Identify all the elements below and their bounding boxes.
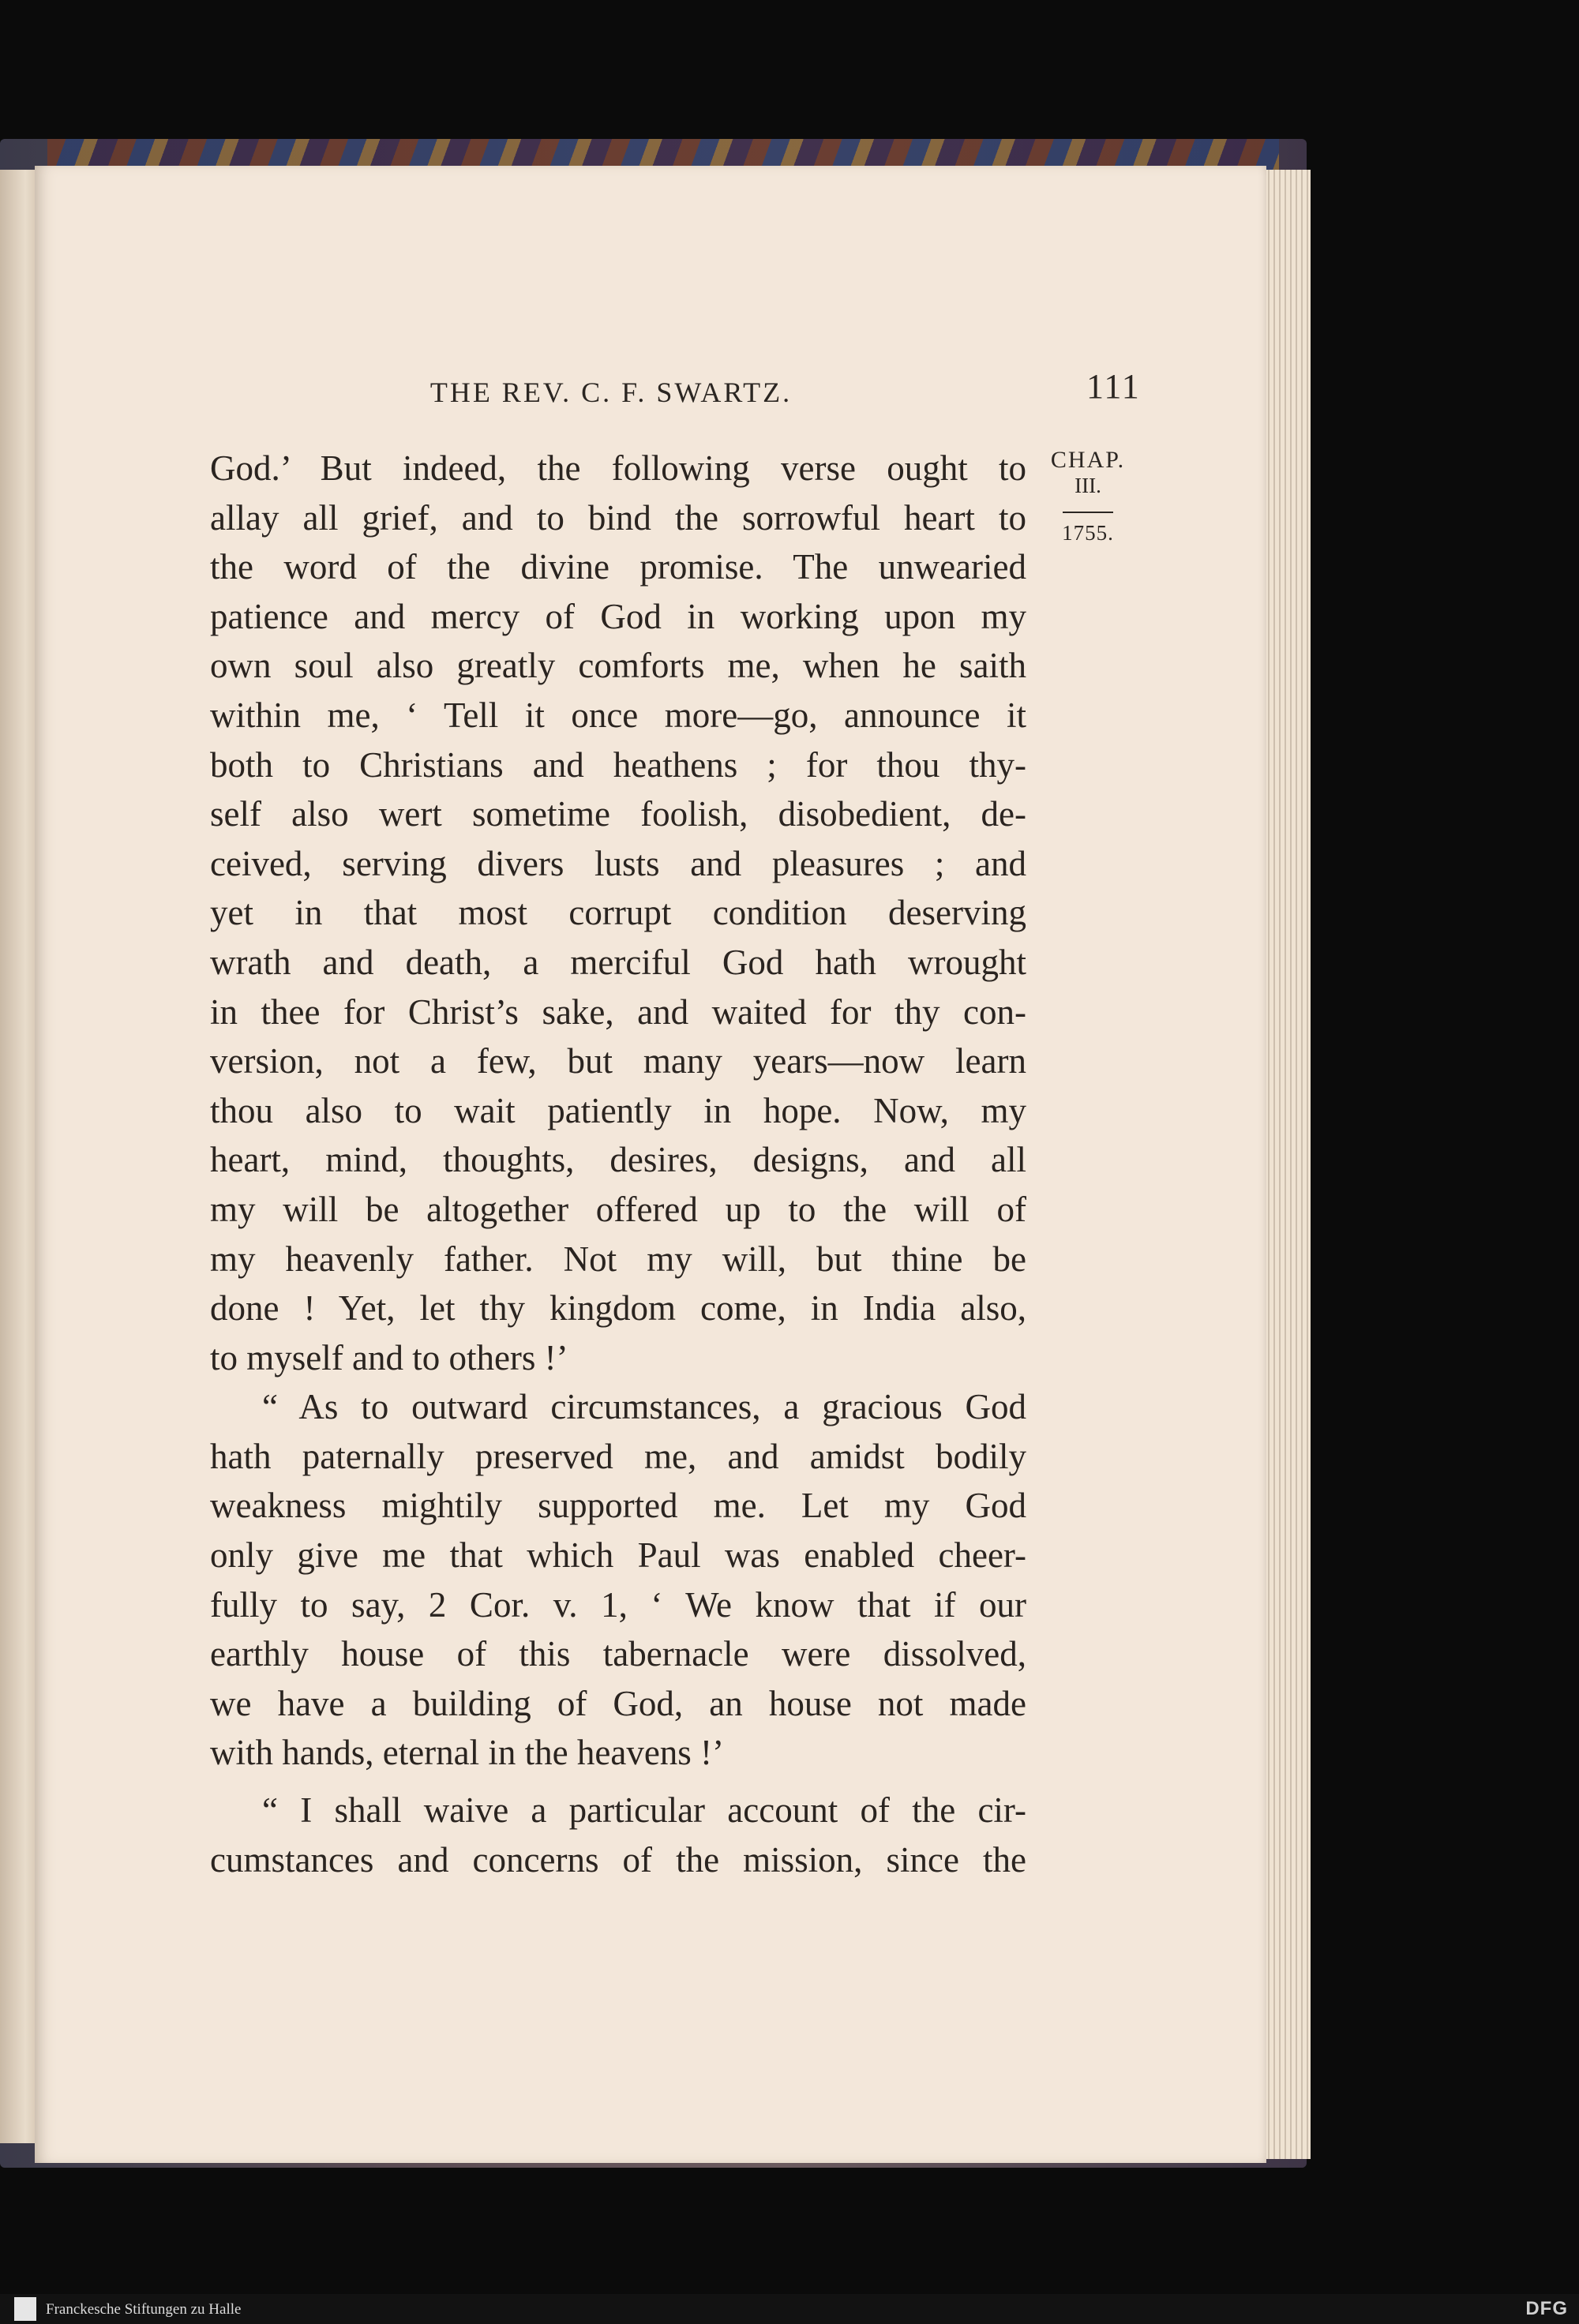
text-line: my will be altogether offered up to the will of <box>210 1189 1026 1229</box>
text-line: own soul also greatly comforts me, when he saith <box>210 646 1026 686</box>
institution-name: Franckesche Stiftungen zu Halle <box>46 2301 242 2318</box>
text-line: my heavenly father. Not my will, but thine be <box>210 1239 1026 1279</box>
margin-year: 1755. <box>1062 521 1114 545</box>
text-line: only give me that which Paul was enabled cheer- <box>210 1535 1026 1576</box>
text-line: God.’ But indeed, the following verse ought to <box>210 448 1026 488</box>
text-line: earthly house of this tabernacle were dissolved, <box>210 1634 1026 1674</box>
body-text <box>210 444 1026 1884</box>
margin-chapter-label: CHAP. <box>1050 447 1126 473</box>
text-line: hath paternally preserved me, and amidst bodily <box>210 1436 1026 1476</box>
dfg-badge: DFG <box>1525 2298 1568 2319</box>
text-line: both to Christians and heathens ; for thou thy- <box>210 744 1026 785</box>
viewer-footer <box>0 2294 1579 2324</box>
text-line: we have a building of God, an house not made <box>210 1683 1026 1723</box>
text-line: with hands, eternal in the heavens !’ <box>210 1733 725 1773</box>
text-line: in thee for Christ’s sake, and waited for thy con- <box>210 991 1026 1032</box>
text-line: yet in that most corrupt condition deserving <box>210 893 1026 933</box>
text-line: the word of the divine promise. The unwearied <box>210 547 1026 587</box>
text-line: patience and mercy of God in working upon my <box>210 596 1026 636</box>
text-line: heart, mind, thoughts, desires, designs, and all <box>210 1140 1026 1180</box>
left-page-edge <box>0 170 36 2143</box>
text-line: wrath and death, a merciful God hath wrought <box>210 942 1026 982</box>
text-line: version, not a few, but many years—now learn <box>210 1041 1026 1081</box>
text-line: self also wert sometime foolish, disobedient, de- <box>210 794 1026 834</box>
text-line: within me, ‘ Tell it once more—go, announce it <box>210 695 1026 735</box>
text-line: cumstances and concerns of the mission, since the <box>210 1839 1026 1880</box>
margin-rule <box>1063 512 1113 513</box>
page-number: 111 <box>1086 367 1141 406</box>
running-head: THE REV. C. F. SWARTZ. <box>429 377 793 408</box>
text-line: thou also to wait patiently in hope. Now, my <box>210 1090 1026 1130</box>
margin-note <box>1041 447 1135 545</box>
margin-chapter-number: III. <box>1075 474 1101 497</box>
text-line: weakness mightily supported me. Let my God <box>210 1486 1026 1526</box>
text-line: allay all grief, and to bind the sorrowful heart to <box>210 497 1026 538</box>
text-line: fully to say, 2 Cor. v. 1, ‘ We know that if our <box>210 1584 1026 1625</box>
text-line: “ I shall waive a particular account of the cir- <box>262 1790 1026 1831</box>
text-line: “ As to outward circumstances, a gracious God <box>262 1387 1026 1427</box>
text-line: to myself and to others !’ <box>210 1337 568 1378</box>
institution-logo-icon <box>14 2297 36 2321</box>
text-line: ceived, serving divers lusts and pleasures ; and <box>210 843 1026 883</box>
text-line: done ! Yet, let thy kingdom come, in India also, <box>210 1288 1026 1329</box>
